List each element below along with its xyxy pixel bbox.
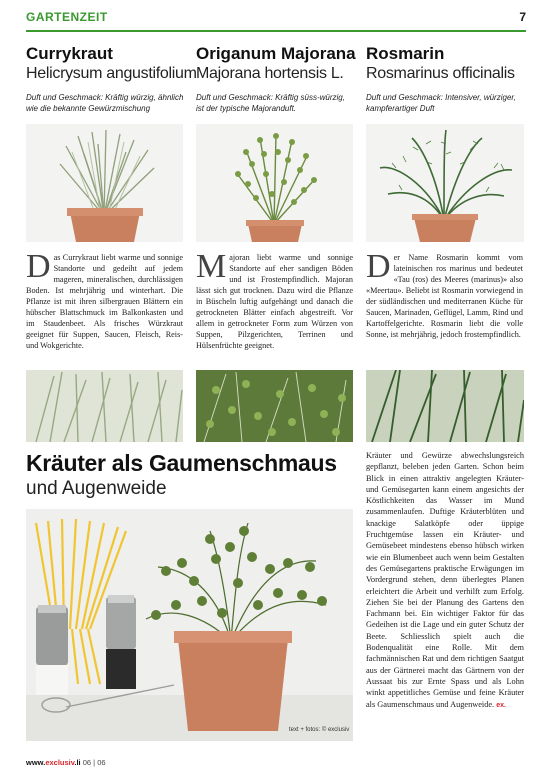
feature-text-body: Kräuter und Gewürze abwechslungsreich gepflanzt, beleben jeden Garten. Schon beim Blick in einen attraktiv angelegten Kräuter- und Gemüsegarten kann einem angesichts der Köstlichkeiten das Wasser im Mund zusammenlaufen. Duftige Kräuterblüten und knackige Salatköpfe oder üppige Fruchtgemüse lassen ein Kräuter- und Gemüsebeet mindestens ebenso hübsch wirken wie ein Blumenbeet auch wenn beim Gestalten des Gemüsegartens praktische Erwägungen im Vordergrund stehen, denn überlegtes Planen erleichtert die Arbeit und verhilft zum Erfolg. Ziehen Sie bei der Planung des Gartens den Fachmann bei. Ein wichtiger Faktor für das Gedeihen ist die Lage und ein guter Schutz der Beete. Schliesslich spielt auch die Bodenqualität eine Rolle. Mit dem fachmännischen Rat und dem richtigen Saatgut aus der Gärtnerei macht das Gärtnern von der Aussaat bis zur Ernte Spass und als Lohn winkt appetitliches Gemüse und feine Kräuter als Gaumenschmaus und Augenweide. (366, 451, 524, 709)
footer-site-prefix: www. (26, 758, 46, 767)
currykraut-closeup (26, 370, 183, 442)
dropcap: M (196, 248, 227, 285)
herb-description (366, 248, 523, 340)
herb-description (26, 248, 183, 351)
herb-tagline: Duft und Geschmack: Kräftig süss-würzig, ist der typische Majoranduft. (196, 93, 345, 113)
rosmarin-photo (366, 124, 524, 242)
herb-description-text: er Name Rosmarin kommt vom lateinischen ros marinus und bedeutet «Tau (ros) des Meeres (marinus)» also «Meertau». Beliebt ist Rosmarin vorwiegend in der südländischen und mediterranen Küche für Saucen, Marinaden, Geflügel, Lamm, Rind und Kartoffelgerichte. Rosmarin liebt die volle Sonne, ist mehrjährig, jedoch frostempfindlich. (366, 253, 523, 339)
herb-description-text: ajoran liebt warme und sonnige Standorte auf eher sandigen Böden und ist Frostempfindlich. Majoran lässt sich gut trocknen. Dazu wird die Pflanze in Büscheln luftig aufgehängt und danach die getrockneten Blätter einfach abgestreift. Vor allem in getrockneter Form zum Würzen von Suppen, Pilzgerichten, Terrinen und Hülsenfrüchte geeignet. (196, 253, 353, 350)
feature-title: Kräuter als Gaumenschmaus (26, 450, 337, 476)
herb-heading-curry (26, 44, 197, 83)
page-number: 7 (519, 10, 526, 24)
currykraut-photo (26, 124, 183, 242)
herb-tagline: Duft und Geschmack: Kräftig würzig, ähnlich wie die bekannte Gewürzmischung (26, 93, 184, 113)
photo-credit: text + fotos: © exclusiv (289, 727, 350, 733)
dropcap: D (366, 248, 391, 285)
end-mark: ex. (496, 701, 506, 709)
footer (26, 758, 106, 767)
majoran-photo (196, 124, 353, 242)
herb-name: Origanum Majorana (196, 44, 356, 63)
feature-text (366, 450, 524, 711)
section-label: GARTENZEIT (26, 10, 108, 24)
footer-site-brand: exclusiv (45, 758, 75, 767)
majoran-closeup (196, 370, 353, 442)
herb-latin-name: Rosmarinus officinalis (366, 65, 515, 82)
herb-latin-name: Helicrysum angustifolium (26, 65, 197, 82)
feature-photo (26, 509, 353, 741)
feature-subtitle: und Augenweide (26, 478, 167, 499)
herb-description-text: as Currykraut liebt warme und sonnige Standorte und gedeiht auf jedem mageren, mineralischen, durchlässigen Boden. Ist mehrjährig und winterhart. Die Pflanze ist mit ihren silbergrauen Blättern ein hübscher Blattschmuck im Balkonkasten und im Staudenbeet. Als frisches Würzkraut geeignet für Suppen, Saucen, Fleisch, Reis- und Wokgerichte. (26, 253, 183, 350)
footer-site-suffix: .li (74, 758, 81, 767)
herb-name: Currykraut (26, 44, 113, 63)
herb-name: Rosmarin (366, 44, 445, 63)
rosmarin-closeup (366, 370, 524, 442)
dropcap: D (26, 248, 51, 285)
herb-heading-rosmarin (366, 44, 523, 83)
herb-latin-name: Majorana hortensis L. (196, 65, 344, 82)
herb-description (196, 248, 353, 351)
footer-issue: 06 | 06 (82, 758, 106, 767)
herb-tagline: Duft und Geschmack: Intensiver, würziger, kampferartiger Duft (366, 93, 516, 113)
herb-heading-majoran (196, 44, 356, 83)
